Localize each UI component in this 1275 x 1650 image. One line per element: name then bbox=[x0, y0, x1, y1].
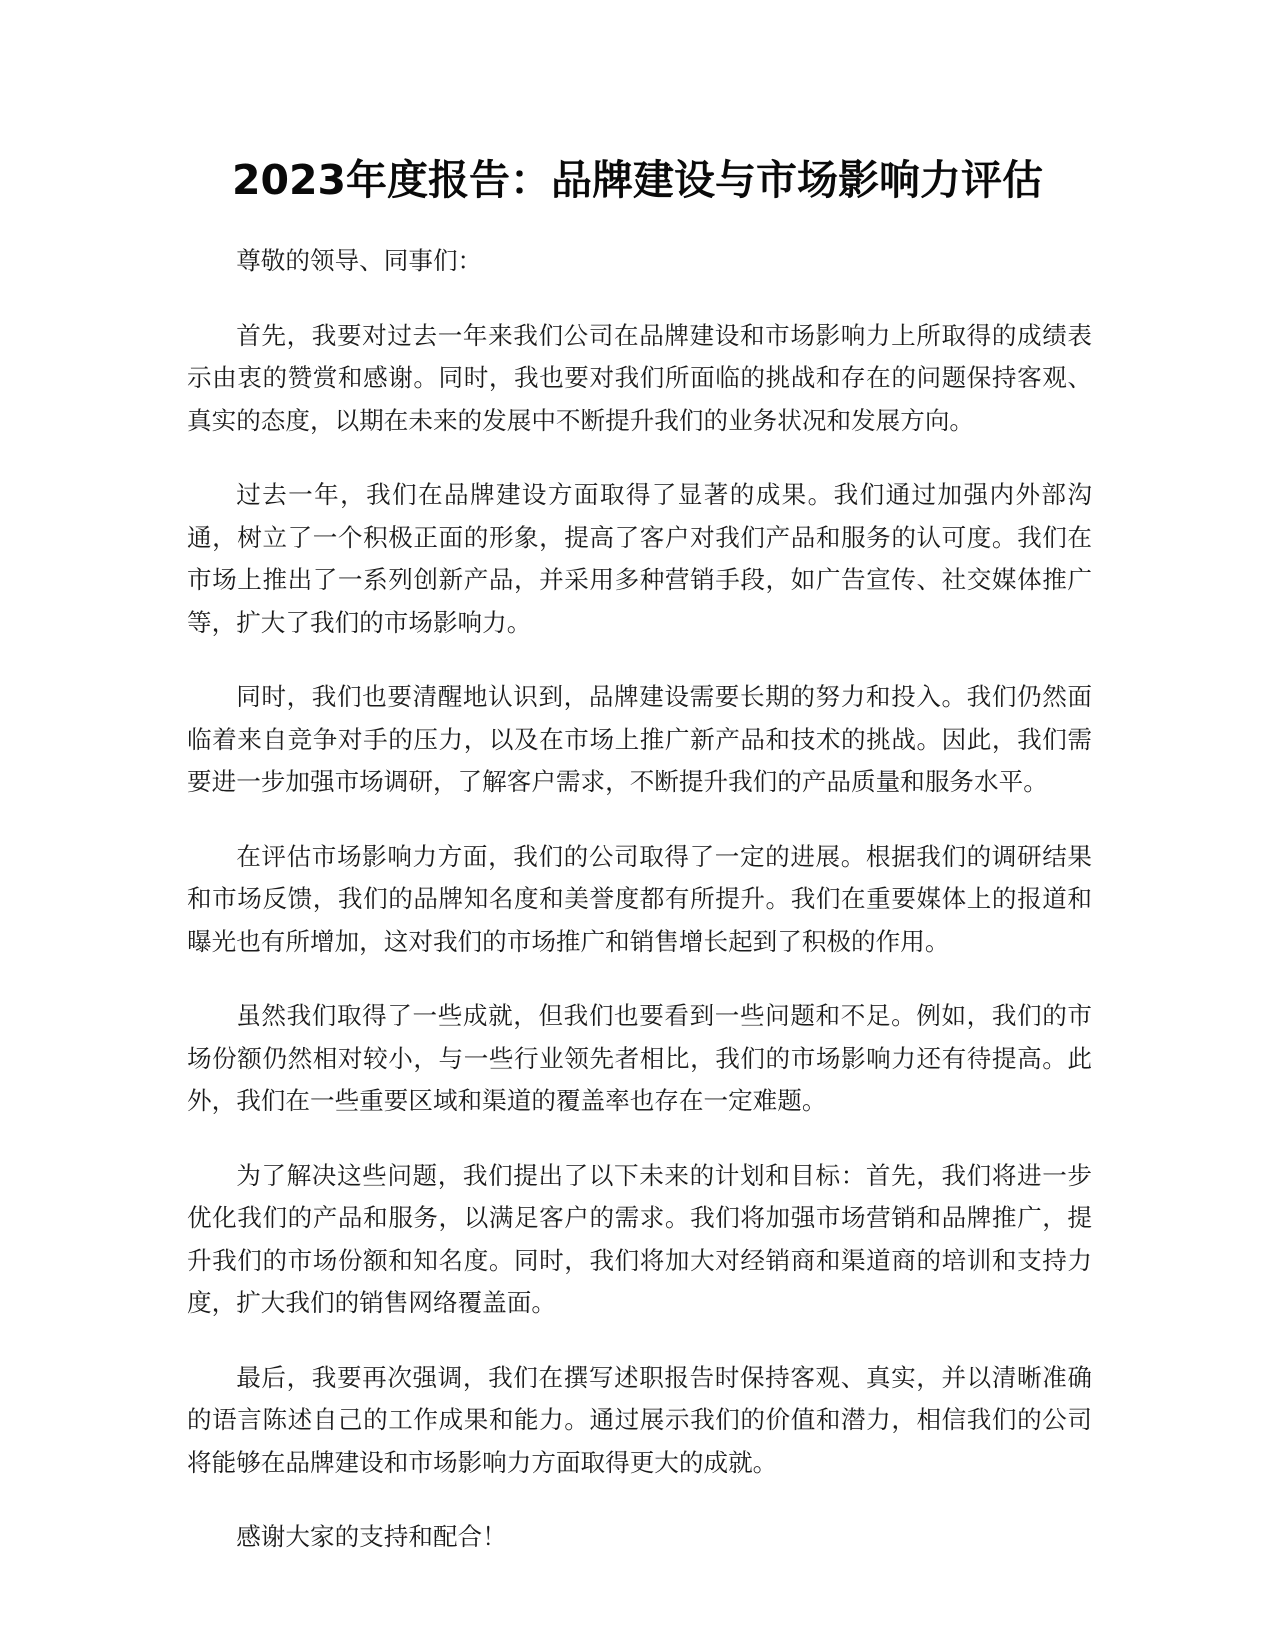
paragraph-5: 虽然我们取得了一些成就，但我们也要看到一些问题和不足。例如，我们的市场份额仍然相对较小，与一些行业领先者相比，我们的市场影响力还有待提高。此外，我们在一些重要区域和渠道的覆盖率也存在一定难题。 bbox=[187, 1001, 1092, 1115]
salutation: 尊敬的领导、同事们： bbox=[236, 246, 483, 275]
document-title: 2023年度报告：品牌建设与市场影响力评估 bbox=[231, 156, 1044, 204]
closing: 感谢大家的支持和配合！ bbox=[236, 1522, 507, 1551]
paragraph-3: 同时，我们也要清醒地认识到，品牌建设需要长期的努力和投入。我们仍然面临着来自竞争对手的压力，以及在市场上推广新产品和技术的挑战。因此，我们需要进一步加强市场调研，了解客户需求，不断提升我们的产品质量和服务水平。 bbox=[187, 682, 1092, 796]
document-body bbox=[187, 240, 1092, 1591]
paragraph-4: 在评估市场影响力方面，我们的公司取得了一定的进展。根据我们的调研结果和市场反馈，我们的品牌知名度和美誉度都有所提升。我们在重要媒体上的报道和曝光也有所增加，这对我们的市场推广和销售增长起到了积极的作用。 bbox=[187, 841, 1092, 956]
paragraph-2: 过去一年，我们在品牌建设方面取得了显著的成果。我们通过加强内外部沟通，树立了一个积极正面的形象，提高了客户对我们产品和服务的认可度。我们在市场上推出了一系列创新产品，并采用多种营销手段，如广告宣传、社交媒体推广等，扩大了我们的市场影响力。 bbox=[187, 480, 1092, 637]
paragraph-7: 最后，我要再次强调，我们在撰写述职报告时保持客观、真实，并以清晰准确的语言陈述自己的工作成果和能力。通过展示我们的价值和潜力，相信我们的公司将能够在品牌建设和市场影响力方面取得更大的成就。 bbox=[187, 1362, 1092, 1477]
paragraph-1: 首先，我要对过去一年来我们公司在品牌建设和市场影响力上所取得的成绩表示由衷的赞赏和感谢。同时，我也要对我们所面临的挑战和存在的问题保持客观、真实的态度，以期在未来的发展中不断提升我们的业务状况和发展方向。 bbox=[187, 320, 1092, 435]
paragraph-6: 为了解决这些问题，我们提出了以下未来的计划和目标：首先，我们将进一步优化我们的产品和服务，以满足客户的需求。我们将加强市场营销和品牌推广，提升我们的市场份额和知名度。同时，我们将加大对经销商和渠道商的培训和支持力度，扩大我们的销售网络覆盖面。 bbox=[187, 1160, 1092, 1317]
